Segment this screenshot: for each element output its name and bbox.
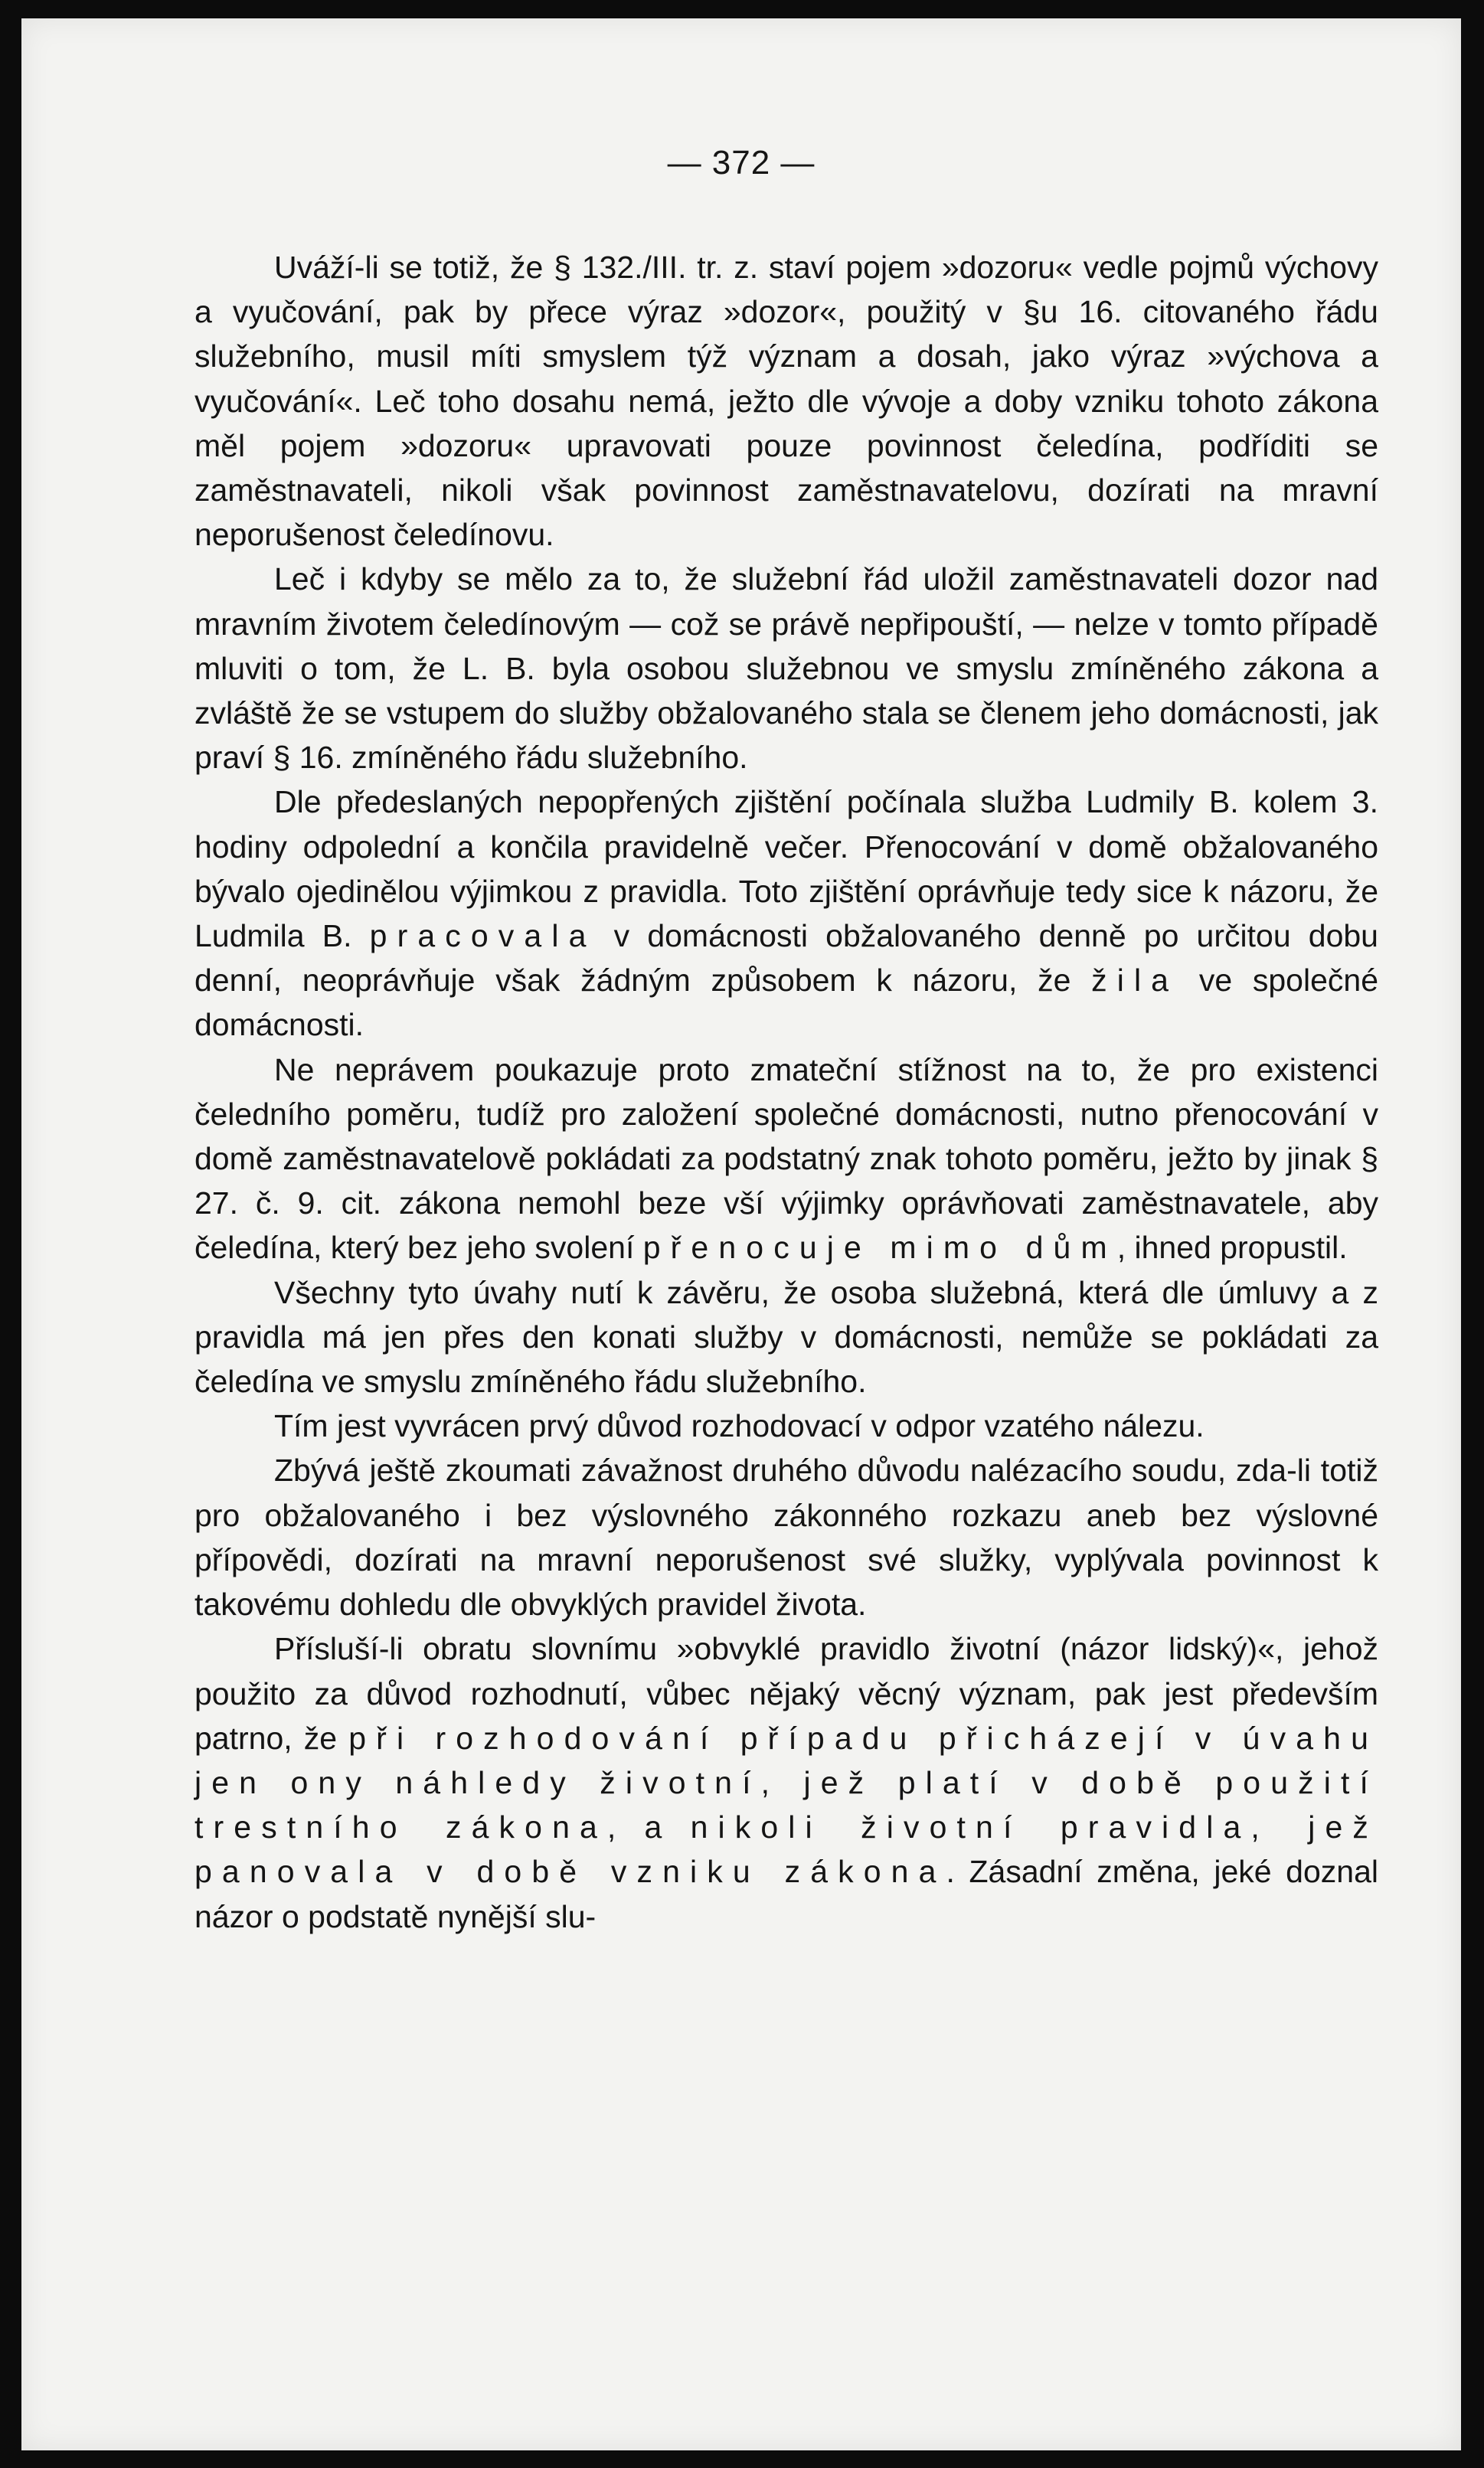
book-page (21, 18, 1461, 2450)
page-number: — 372 — (667, 144, 816, 181)
text-run: Přísluší-li obratu slovnímu »obvyklé pravidlo životní (názor lidský)«, jehož použito za důvod rozhodnutí, vůbec nějaký věcný význam, pak jest především patrno, že (194, 1631, 1378, 1756)
spaced-emphasis-text: žila (1091, 963, 1179, 999)
spaced-emphasis-text: přenocuje mimo dům (642, 1230, 1117, 1266)
spaced-emphasis-text: při rozhodování případu přicházejí v úvahu jen ony náhledy životní, jež platí v době použití trestního zákona (194, 1720, 1378, 1845)
paragraph (194, 557, 1378, 780)
text-run: Leč i kdyby se mělo za to, že služební řád uložil zaměstnavateli dozor nad mravním životem čeledínovým — což se právě nepřipouští, — nelze v tomto případě mluviti o tom, že L. B. byla osobou služebnou ve smyslu zmíněného zákona a zvláště že se vstupem do služby obžalovaného stala se členem jeho domácnosti, jak praví § 16. zmíněného řádu služebního. (194, 561, 1378, 776)
spaced-emphasis-text: nikoli životní pravidla, jež panovala v době vzniku zákona (194, 1809, 1379, 1890)
text-run: Ne neprávem poukazuje proto zmateční stížnost na to, že pro existenci čeledního poměru, tudíž pro založení společné domácnosti, nutno přenocování v domě zaměstnavatelově pokládati za podstatný znak tohoto poměru, ježto by jinak § 27. č. 9. cit. zákona nemohl beze vší výjimky oprávňovati zaměstnavatele, aby čeledína, který bez jeho svolení (194, 1051, 1378, 1266)
spaced-emphasis-text: pracovala (369, 918, 597, 954)
paragraph (194, 1626, 1378, 1938)
paragraph (194, 780, 1378, 1047)
text-run: ve společné domácnosti. (194, 963, 1378, 1043)
paragraph (194, 1048, 1378, 1270)
text-run: , ihned propustil. (1116, 1230, 1348, 1266)
paragraph (194, 1448, 1378, 1626)
paragraph (194, 1270, 1378, 1404)
text-run: Všechny tyto úvahy nutí k závěru, že osoba služebná, která dle úmluvy a z pravidla má jen přes den konati služby v domácnosti, nemůže se pokládati za čeledína ve smyslu zmíněného řádu služebního. (194, 1274, 1378, 1400)
text-run: Tím jest vyvrácen prvý důvod rozhodovací v odpor vzatého nálezu. (274, 1408, 1205, 1444)
body-text (194, 245, 1378, 1939)
paragraph (194, 245, 1378, 557)
text-run: Zbývá ještě zkoumati závažnost druhého důvodu nalézacího soudu, zda-li totiž pro obžalovaného i bez výslovného zákonného rozkazu aneb bez výslovné přípovědi, dozírati na mravní neporušenost své služky, vyplývala povinnost k takovému dohledu dle obvyklých pravidel života. (194, 1453, 1378, 1623)
text-run: v domácnosti obžalovaného denně po určitou dobu denní, neoprávňuje však žádným způsobem k názoru, že (194, 918, 1378, 999)
paragraph (194, 1404, 1378, 1448)
text-run: Uváží-li se totiž, že § 132./III. tr. z. staví pojem »dozoru« vedle pojmů výchovy a vyučování, pak by přece výraz »dozor«, použitý v §u 16. citovaného řádu služebního, musil míti smyslem týž význam a dosah, jako výraz »výchova a vyučování«. Leč toho dosahu nemá, ježto dle vývoje a doby vzniku tohoto zákona měl pojem »dozoru« upravovati pouze povinnost čeledína, podříditi se zaměstnavateli, nikoli však povinnost zaměstnavatelovu, dozírati na mravní neporušenost čeledínovu. (194, 250, 1378, 553)
text-run: , a (606, 1809, 691, 1845)
text-run: . Zásadní změna, jeké doznal názor o podstatě nynější slu- (194, 1854, 1378, 1934)
text-run: Dle předeslaných nepopřených zjištění počínala služba Ludmily B. kolem 3. hodiny odpolední a končila pravidelně večer. Přenocování v domě obžalovaného bývalo ojedinělou výjimkou z pravidla. Toto zjištění oprávňuje tedy sice k názoru, že Ludmila B. (194, 784, 1378, 954)
